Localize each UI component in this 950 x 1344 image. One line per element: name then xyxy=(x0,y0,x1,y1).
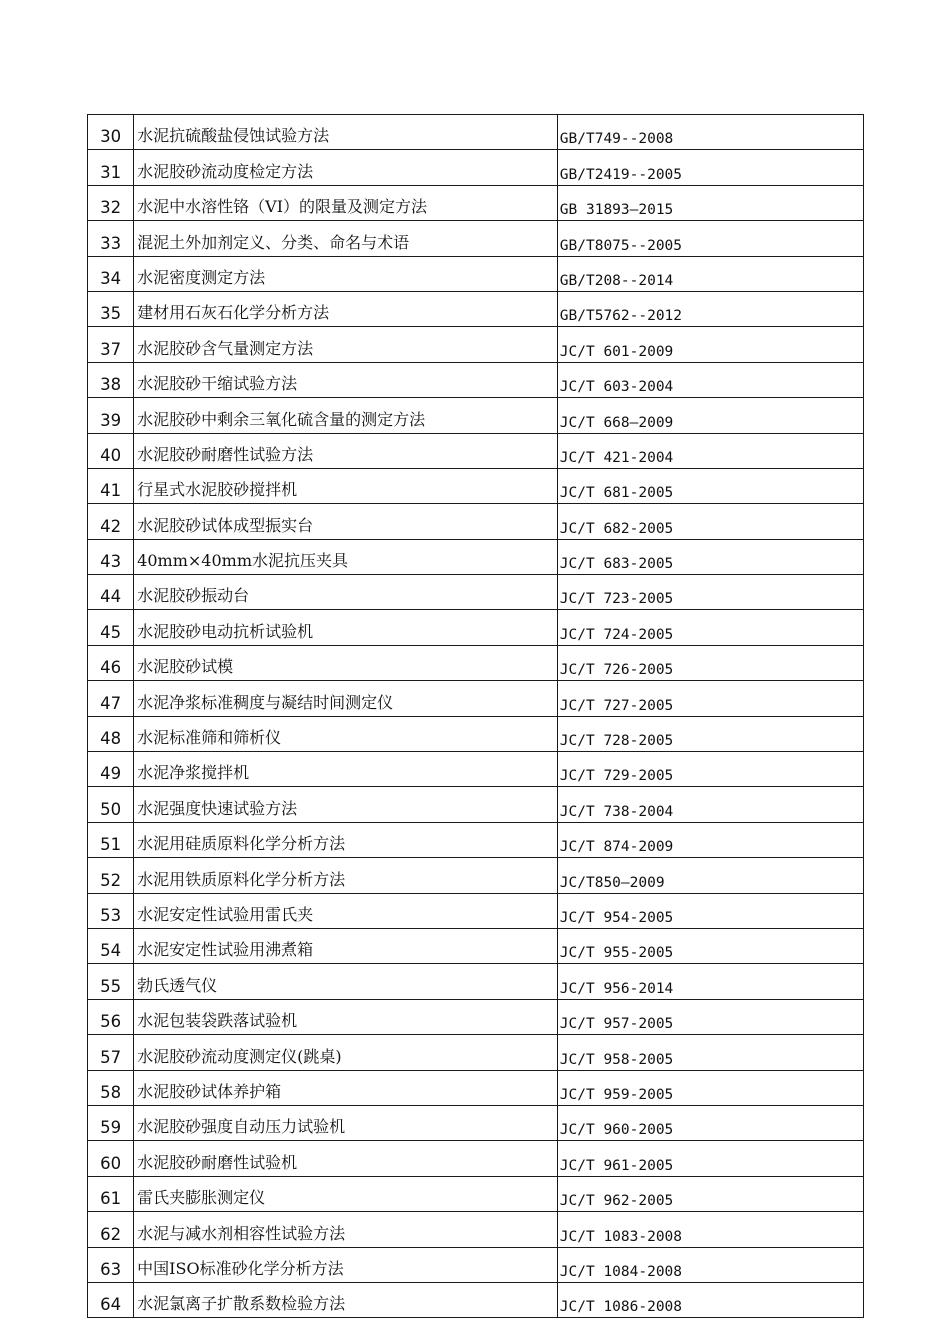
standard-code-cell: JC/T 683-2005 xyxy=(557,539,863,574)
row-number-cell: 64 xyxy=(88,1282,134,1317)
standard-code-cell: JC/T 723-2005 xyxy=(557,575,863,610)
standard-name-cell: 水泥胶砂干缩试验方法 xyxy=(134,362,558,397)
standard-name-cell: 水泥胶砂流动度检定方法 xyxy=(134,150,558,185)
row-number-cell: 48 xyxy=(88,716,134,751)
standard-name-cell: 水泥胶砂振动台 xyxy=(134,575,558,610)
standard-name-cell: 水泥胶砂电动抗析试验机 xyxy=(134,610,558,645)
row-number-cell: 30 xyxy=(88,115,134,150)
table-row xyxy=(88,150,864,185)
row-number-cell: 43 xyxy=(88,539,134,574)
standard-name-cell: 水泥安定性试验用雷氏夹 xyxy=(134,893,558,928)
standard-code-cell: JC/T 738-2004 xyxy=(557,787,863,822)
standard-code-cell: JC/T 681-2005 xyxy=(557,468,863,503)
table-row xyxy=(88,893,864,928)
standard-code-cell: JC/T 724-2005 xyxy=(557,610,863,645)
standard-code-cell: GB 31893—2015 xyxy=(557,185,863,220)
table-row xyxy=(88,787,864,822)
standard-code-cell: JC/T 959-2005 xyxy=(557,1070,863,1105)
table-row xyxy=(88,221,864,256)
standard-name-cell: 水泥安定性试验用沸煮箱 xyxy=(134,928,558,963)
row-number-cell: 40 xyxy=(88,433,134,468)
table-row xyxy=(88,327,864,362)
standard-code-cell: GB/T208--2014 xyxy=(557,256,863,291)
table-row xyxy=(88,681,864,716)
table-row xyxy=(88,1141,864,1176)
table-row xyxy=(88,398,864,433)
table-row xyxy=(88,1105,864,1140)
table-row xyxy=(88,928,864,963)
table-row xyxy=(88,1035,864,1070)
standard-code-cell: JC/T 727-2005 xyxy=(557,681,863,716)
standards-table-body xyxy=(88,115,864,1318)
table-row xyxy=(88,858,864,893)
row-number-cell: 39 xyxy=(88,398,134,433)
table-row xyxy=(88,539,864,574)
standard-name-cell: 水泥胶砂中剩余三氧化硫含量的测定方法 xyxy=(134,398,558,433)
standard-name-cell: 水泥胶砂试模 xyxy=(134,645,558,680)
table-row xyxy=(88,1212,864,1247)
standard-name-cell: 水泥胶砂强度自动压力试验机 xyxy=(134,1105,558,1140)
standard-code-cell: JC/T 668—2009 xyxy=(557,398,863,433)
standard-name-cell: 混泥土外加剂定义、分类、命名与术语 xyxy=(134,221,558,256)
standard-name-cell: 雷氏夹膨胀测定仪 xyxy=(134,1176,558,1211)
row-number-cell: 37 xyxy=(88,327,134,362)
standard-code-cell: GB/T2419--2005 xyxy=(557,150,863,185)
row-number-cell: 42 xyxy=(88,504,134,539)
standard-name-cell: 水泥用硅质原料化学分析方法 xyxy=(134,822,558,857)
standard-code-cell: JC/T 962-2005 xyxy=(557,1176,863,1211)
row-number-cell: 63 xyxy=(88,1247,134,1282)
table-row xyxy=(88,504,864,539)
standard-code-cell: JC/T 955-2005 xyxy=(557,928,863,963)
row-number-cell: 32 xyxy=(88,185,134,220)
standards-table xyxy=(87,114,864,1318)
row-number-cell: 55 xyxy=(88,964,134,999)
row-number-cell: 34 xyxy=(88,256,134,291)
standard-code-cell: JC/T 956-2014 xyxy=(557,964,863,999)
row-number-cell: 56 xyxy=(88,999,134,1034)
standard-name-cell: 水泥标准筛和筛析仪 xyxy=(134,716,558,751)
standard-name-cell: 水泥与减水剂相容性试验方法 xyxy=(134,1212,558,1247)
row-number-cell: 62 xyxy=(88,1212,134,1247)
row-number-cell: 47 xyxy=(88,681,134,716)
standard-code-cell: JC/T 421-2004 xyxy=(557,433,863,468)
standard-name-cell: 水泥胶砂含气量测定方法 xyxy=(134,327,558,362)
standard-code-cell: JC/T 954-2005 xyxy=(557,893,863,928)
row-number-cell: 54 xyxy=(88,928,134,963)
table-row xyxy=(88,716,864,751)
row-number-cell: 31 xyxy=(88,150,134,185)
standard-code-cell: JC/T 728-2005 xyxy=(557,716,863,751)
row-number-cell: 53 xyxy=(88,893,134,928)
standard-code-cell: JC/T 961-2005 xyxy=(557,1141,863,1176)
table-row xyxy=(88,256,864,291)
table-row xyxy=(88,291,864,326)
table-row xyxy=(88,468,864,503)
table-row xyxy=(88,645,864,680)
standard-name-cell: 水泥胶砂试体养护箱 xyxy=(134,1070,558,1105)
standard-code-cell: JC/T 726-2005 xyxy=(557,645,863,680)
row-number-cell: 50 xyxy=(88,787,134,822)
row-number-cell: 49 xyxy=(88,752,134,787)
row-number-cell: 35 xyxy=(88,291,134,326)
standard-name-cell: 水泥用铁质原料化学分析方法 xyxy=(134,858,558,893)
table-row xyxy=(88,1176,864,1211)
table-row xyxy=(88,1282,864,1317)
standard-code-cell: JC/T 603-2004 xyxy=(557,362,863,397)
table-row xyxy=(88,433,864,468)
row-number-cell: 44 xyxy=(88,575,134,610)
standard-code-cell: JC/T 601-2009 xyxy=(557,327,863,362)
standard-name-cell: 水泥胶砂流动度测定仪(跳桌) xyxy=(134,1035,558,1070)
table-row xyxy=(88,752,864,787)
standard-name-cell: 水泥强度快速试验方法 xyxy=(134,787,558,822)
table-row xyxy=(88,610,864,645)
standard-code-cell: JC/T 874-2009 xyxy=(557,822,863,857)
standard-name-cell: 中国ISO标准砂化学分析方法 xyxy=(134,1247,558,1282)
standard-name-cell: 水泥中水溶性铬（VI）的限量及测定方法 xyxy=(134,185,558,220)
table-row xyxy=(88,1070,864,1105)
standard-name-cell: 水泥密度测定方法 xyxy=(134,256,558,291)
row-number-cell: 45 xyxy=(88,610,134,645)
row-number-cell: 46 xyxy=(88,645,134,680)
standard-name-cell: 水泥包装袋跌落试验机 xyxy=(134,999,558,1034)
standard-name-cell: 行星式水泥胶砂搅拌机 xyxy=(134,468,558,503)
standard-name-cell: 水泥净浆标准稠度与凝结时间测定仪 xyxy=(134,681,558,716)
standard-name-cell: 水泥氯离子扩散系数检验方法 xyxy=(134,1282,558,1317)
standard-name-cell: 水泥胶砂试体成型振实台 xyxy=(134,504,558,539)
row-number-cell: 61 xyxy=(88,1176,134,1211)
standard-code-cell: JC/T 682-2005 xyxy=(557,504,863,539)
standard-code-cell: JC/T 960-2005 xyxy=(557,1105,863,1140)
row-number-cell: 33 xyxy=(88,221,134,256)
standard-code-cell: JC/T 1084-2008 xyxy=(557,1247,863,1282)
table-row xyxy=(88,575,864,610)
row-number-cell: 41 xyxy=(88,468,134,503)
standard-name-cell: 40mm×40mm水泥抗压夹具 xyxy=(134,539,558,574)
row-number-cell: 52 xyxy=(88,858,134,893)
row-number-cell: 58 xyxy=(88,1070,134,1105)
row-number-cell: 57 xyxy=(88,1035,134,1070)
row-number-cell: 60 xyxy=(88,1141,134,1176)
standard-name-cell: 建材用石灰石化学分析方法 xyxy=(134,291,558,326)
table-row xyxy=(88,115,864,150)
standard-name-cell: 水泥胶砂耐磨性试验方法 xyxy=(134,433,558,468)
row-number-cell: 59 xyxy=(88,1105,134,1140)
standard-code-cell: JC/T 958-2005 xyxy=(557,1035,863,1070)
standard-name-cell: 勃氏透气仪 xyxy=(134,964,558,999)
table-row xyxy=(88,822,864,857)
standard-name-cell: 水泥净浆搅拌机 xyxy=(134,752,558,787)
standard-code-cell: GB/T8075--2005 xyxy=(557,221,863,256)
standard-name-cell: 水泥胶砂耐磨性试验机 xyxy=(134,1141,558,1176)
table-row xyxy=(88,185,864,220)
standard-code-cell: JC/T 1083-2008 xyxy=(557,1212,863,1247)
standard-code-cell: JC/T 957-2005 xyxy=(557,999,863,1034)
table-row xyxy=(88,964,864,999)
row-number-cell: 51 xyxy=(88,822,134,857)
row-number-cell: 38 xyxy=(88,362,134,397)
standard-code-cell: JC/T 1086-2008 xyxy=(557,1282,863,1317)
standard-code-cell: GB/T749--2008 xyxy=(557,115,863,150)
standard-code-cell: JC/T 729-2005 xyxy=(557,752,863,787)
standard-name-cell: 水泥抗硫酸盐侵蚀试验方法 xyxy=(134,115,558,150)
table-row xyxy=(88,999,864,1034)
standard-code-cell: GB/T5762--2012 xyxy=(557,291,863,326)
standard-code-cell: JC/T850—2009 xyxy=(557,858,863,893)
table-row xyxy=(88,362,864,397)
table-row xyxy=(88,1247,864,1282)
